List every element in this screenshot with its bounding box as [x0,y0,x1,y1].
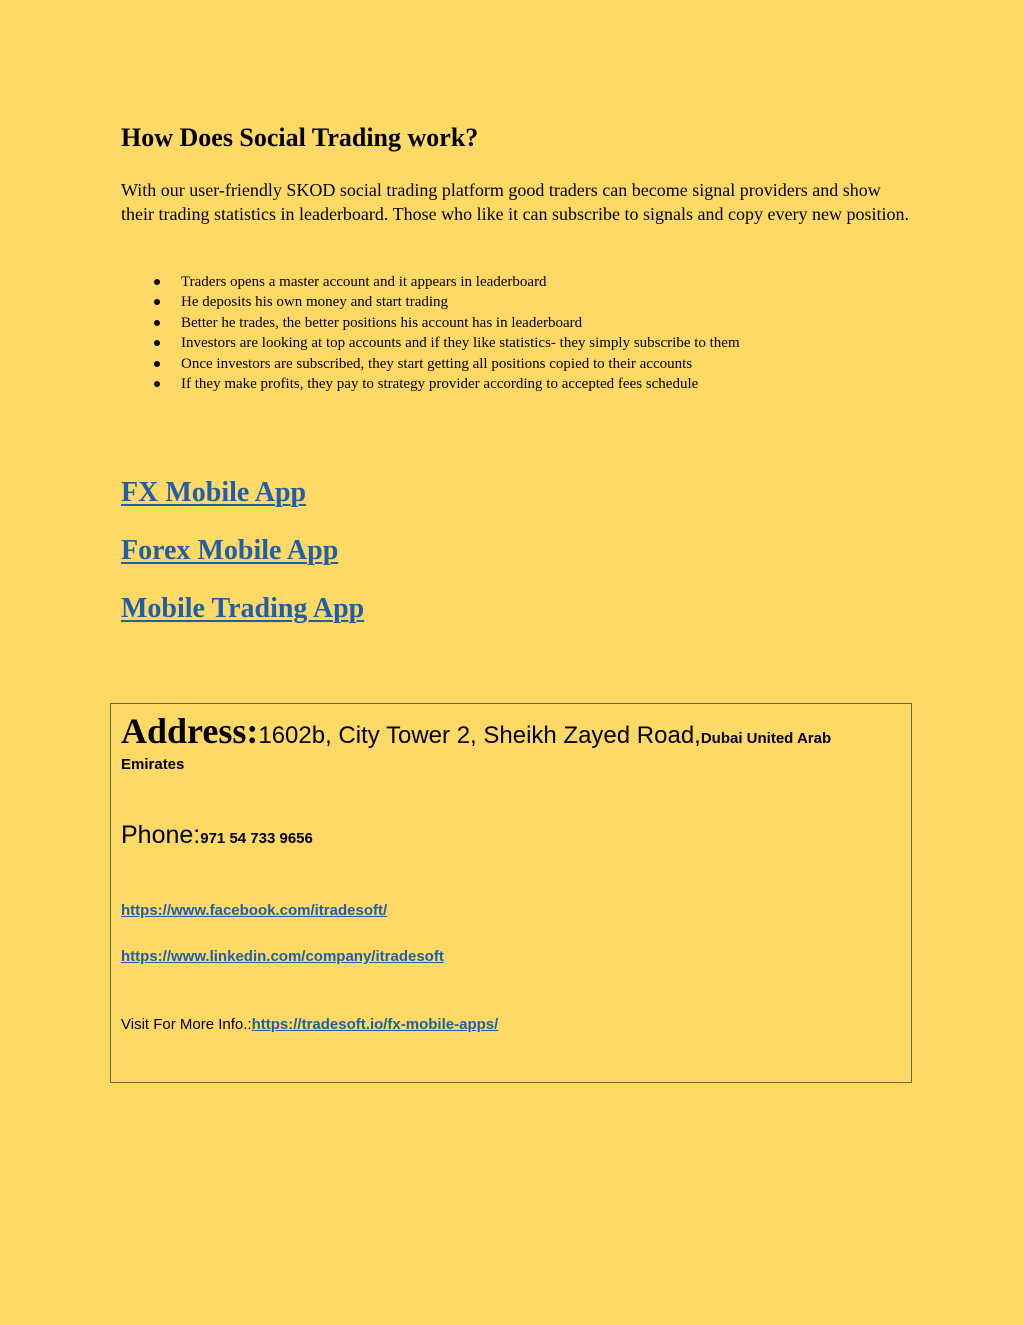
bullet-icon [154,320,160,326]
list-item-text: He deposits his own money and start trading [181,294,449,311]
list-item [121,292,740,312]
bullet-icon [154,381,160,387]
bullet-icon [154,340,160,346]
more-info-line [121,1016,498,1033]
list-item [121,354,740,374]
phone-label: Phone: [121,821,201,849]
more-info-link[interactable]: https://tradesoft.io/fx-mobile-apps/ [251,1016,499,1033]
steps-list [121,272,740,394]
list-item [121,313,740,333]
list-item [121,374,740,394]
address-label: Address: [121,711,259,751]
phone-block [121,821,313,850]
intro-paragraph: With our user-friendly SKOD social trading platform good traders can become signal providers and show their trading statistics in leaderboard. Those who like it can subscribe to signals and copy every new position. [121,180,909,224]
address-country: Emirates [121,756,185,773]
forex-mobile-app-link[interactable]: Forex Mobile App [121,535,339,566]
list-item-text: Once investors are subscribed, they start getting all positions copied to their accounts [181,355,693,372]
address-block [121,708,907,776]
list-item-text: Investors are looking at top accounts and if they like statistics- they simply subscribe to them [181,335,740,352]
bullet-icon [154,299,160,305]
list-item-text: If they make profits, they pay to strategy provider according to accepted fees schedule [181,376,699,393]
facebook-link[interactable]: https://www.facebook.com/itradesoft/ [121,902,388,919]
page-title: How Does Social Trading work? [121,123,479,152]
list-item [121,333,740,353]
mobile-trading-app-link[interactable]: Mobile Trading App [121,593,365,624]
bullet-icon [154,279,160,285]
phone-number: 971 54 733 9656 [200,830,313,847]
list-item-text: Better he trades, the better positions his account has in leaderboard [181,314,583,331]
list-item [121,272,740,292]
fx-mobile-app-link[interactable]: FX Mobile App [121,477,307,508]
address-city: Dubai United Arab [700,730,832,747]
list-item-text: Traders opens a master account and it appears in leaderboard [181,274,547,290]
contact-box [110,703,912,1083]
linkedin-link[interactable]: https://www.linkedin.com/company/itradesoft [121,948,444,965]
bullet-icon [154,361,160,367]
address-street: 1602b, City Tower 2, Sheikh Zayed Road, [258,722,701,749]
more-info-label: Visit For More Info.: [121,1016,252,1033]
